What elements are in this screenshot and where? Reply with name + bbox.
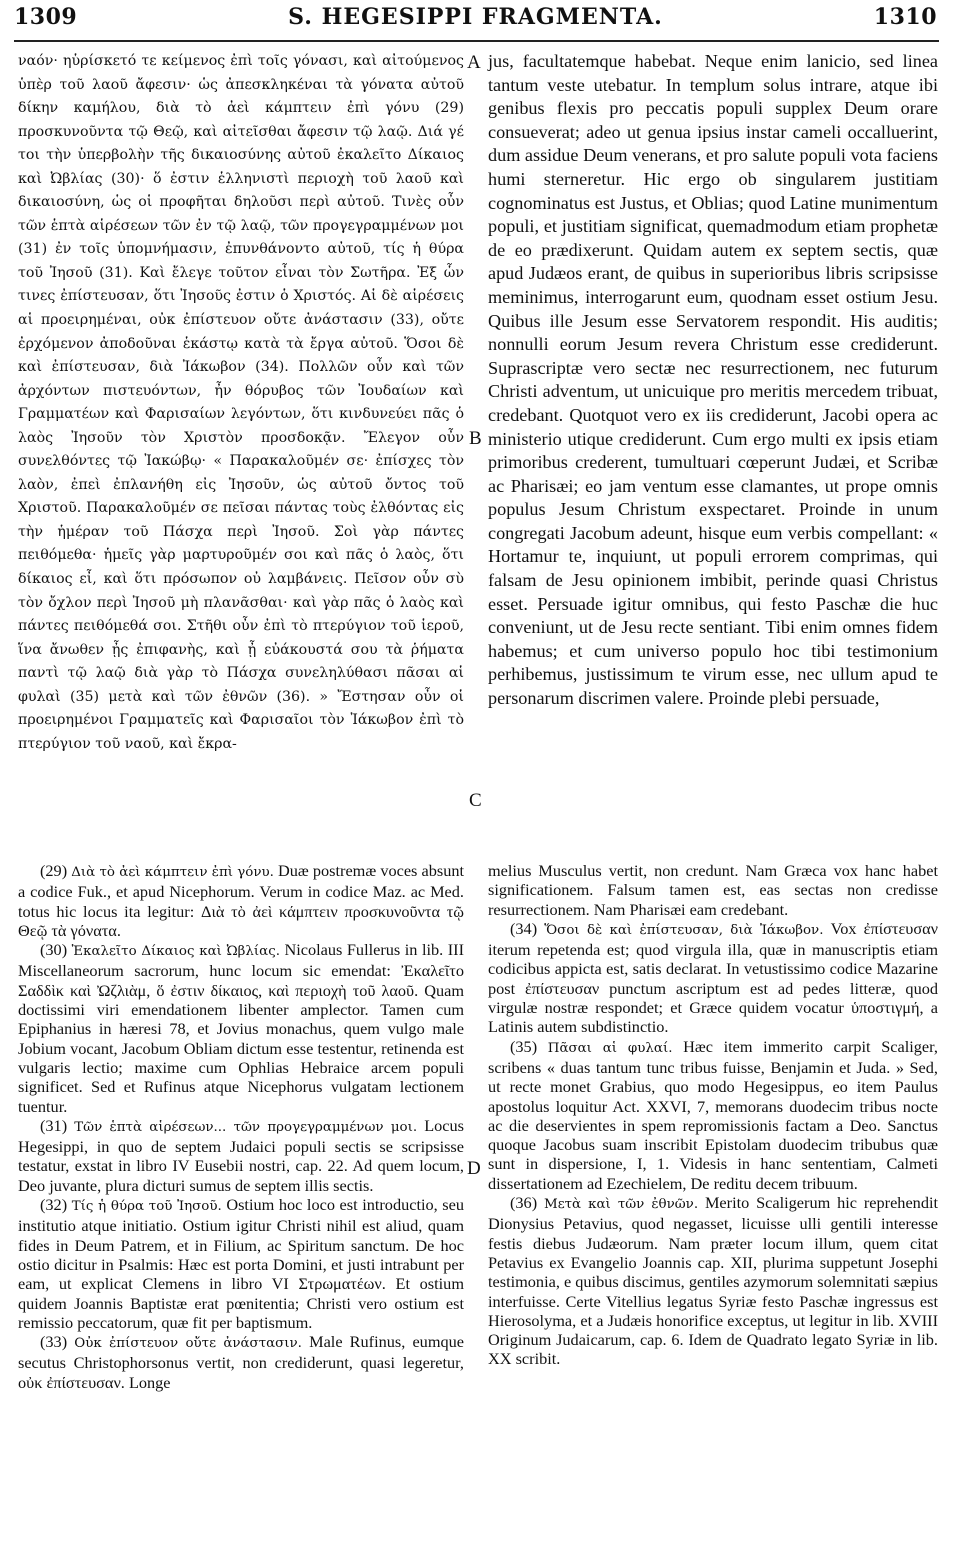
- greek-text: ναόν· ηὑρίσκετό τε κείμενος ἐπὶ τοῖς γόνασι, καὶ αἰτούμενος ὑπὲρ τοῦ λαοῦ ἄφεσιν· ὡς ἀπεσκληκέναι τὰ γόνατα αὐτοῦ δίκην καμήλου, διὰ τὸ ἀεὶ κάμπτειν ἐπὶ γόνυ (29) προσκυνοῦντα τῷ Θεῷ, καὶ αἰτεῖσθαι ἄφεσιν τῷ λαῷ. Διά γέ τοι τὴν ὑπερβολὴν τῆς δικαιοσύνης αὐτοῦ ἐκαλεῖτο Δίκαιος καὶ Ὠβλίας (30)· ὅ ἐστιν ἑλληνιστὶ περιοχὴ τοῦ λαοῦ καὶ δικαιοσύνη, ὡς οἱ προφῆται δηλοῦσι περὶ αὐτοῦ. Τινὲς οὖν τῶν ἑπτὰ αἱρέσεων τῶν ἐν τῷ λαῷ, τῶν προγεγραμμένων μοι (31) ἐν τοῖς ὑπομνήμασιν, ἐπυνθάνοντο αὐτοῦ, τίς ἡ θύρα τοῦ Ἰησοῦ (31). Καὶ ἔλεγε τοῦτον εἶναι τὸν Σωτῆρα. Ἐξ ὧν τινες ἐπίστευσαν, ὅτι Ἰησοῦς ἐστιν ὁ Χριστός. Αἱ δὲ αἱρέσεις αἱ προειρημέναι, οὐκ ἐπίστευον οὔτε ἀνάστασιν (33), οὔτε ἐρχόμενον ἀποδοῦναι ἑκάστῳ κατὰ τὰ ἔργα αὐτοῦ. Ὅσοι δὲ καὶ ἐπίστευσαν, διὰ Ἰάκωβον (34). Πολλῶν οὖν καὶ τῶν ἀρχόντων πιστευόντων, ἦν θόρυβος τῶν Ἰουδαίων καὶ Γραμματέων καὶ Φαρισαίων λεγόντων, ὅτι κινδυνεύει πᾶς ὁ λαὸς Ἰησοῦν τὸν Χριστὸν προσδοκᾷν. Ἔλεγον οὖν συνελθόντες τῷ Ἰακώβῳ· « Παρακαλοῦμέν σε· ἐπίσχες τὸν λαὸν, ἐπεὶ ἐπλανήθη εἰς Ἰησοῦν, ὡς αὐτοῦ ὄντος τοῦ Χριστοῦ. Παρακαλοῦμέν σε πεῖσαι πάντας τοὺς ἐλθόντας εἰς τὴν ἡμέραν τοῦ Πάσχα περὶ Ἰησοῦ. Σοὶ γὰρ πάντες πειθόμεθα· ἡμεῖς γὰρ μαρτυροῦμέν σοι καὶ πᾶς ὁ λαὸς, ὅτι δίκαιος εἶ, καὶ ὅτι πρόσωπον οὐ λαμβάνεις. Πεῖσον οὖν σὺ τὸν ὄχλον περὶ Ἰησοῦ μὴ πλανᾶσθαι· καὶ γὰρ πᾶς ὁ λαὸς καὶ πάντες πειθόμεθά σοι. Στῆθι οὖν ἐπὶ τὸ πτερύγιον τοῦ ἱεροῦ, ἵνα ἄνωθεν ᾖς ἐπιφανὴς, καὶ ᾖ εὐάκουστά σου τὰ ῥήματα παντὶ τῷ λαῷ διὰ γὰρ τὸ Πάσχα συνεληλύθασι πᾶσαι αἱ φυλαὶ (35) μετὰ καὶ τῶν ἐθνῶν (36). » Ἔστησαν οὖν οἱ προειρημένοι Γραμματεῖς καὶ Φαρισαῖοι τὸν Ἰάκωβον ἐπὶ τὸ πτερύγιον τοῦ ναοῦ, καὶ ἔκρα-: [18, 53, 464, 752]
- page-number-right: 1310: [873, 4, 937, 30]
- header-rule: [14, 40, 939, 42]
- margin-marker-a: A: [467, 52, 481, 73]
- footnote: (32) Τίς ἡ θύρα τοῦ Ἰησοῦ. Ostium hoc loco est introductio, seu institutio atque initiatio. Ostium igitur Christi nihil est aliud, quam fides in Deum Patrem, et in Filium, ac Spiritum sanctum. De hoc ostio dicitur in Psalmis: Hæc est porta Domini, et justi intrabunt per eam, ut explicat Clemens in libro VI Στρωματέων. Et ostium quidem Joannis Baptistæ erat pœnitentia; Christi vero ostium est remissio peccatorum, quæ fit per baptismum.: [18, 1195, 464, 1332]
- latin-text: jus, facultatemque habebat. Neque enim lanicio, sed linea tantum veste utebatur. In templum solus intrare, atque ibi genibus flexis pro peccatis populi supplex Deum orare consueverat; adeo ut genua ipsius instar cameli occalluerint, dum assidue Deum venerans, et pro salute populi vota faciens humi sterneretur. Hic ergo ob singularem justitiam cognominatus est Justus, et Oblias; quod Latine munimentum populi, et justitiam significat, quemadmodum etiam prophetæ de eo prædixerunt. Quidam autem ex septem sectis, quæ apud Judæos erant, de quibus in superioribus libris scripsisse meminimus, interrogarunt eum, quodnam esset ostium Jesu. Quibus ille Jesum esse Servatorem respondit. His auditis; nonnulli eorum Jesum revera Christum esse crediderunt. Suprascriptæ vero sectæ nec resurrectionem, nec futurum Christi adventum, ut unicuique pro meritis mercedem tribuat, credebant. Quotquot vero ex iis crediderunt, Jacobi opera ac ministerio utique crediderunt. Cum ergo multi ex ipsis etiam primoribus crederent, tumultuari cœperunt Judæi, et Scribæ ac Pharisæi; eo jam ventum esse clamantes, ut prope omnis populus Jesum Christum exspectaret. Proinde in unum congregati Jacobum adeunt, hisque eum verbis compellant: « Hortamur te, inquiunt, ut populi errorem comprimas, qui falsam de Jesu opinionem imbibit, perinde quasi Christus esset. Persuade igitur omnibus, qui festo Paschæ die huc conveniunt, ut de Jesu recte sentiant. Tibi enim omnes fidem habemus; et cum universo populo hoc tibi testimonium perhibemus, justissimum te virum esse, nec ullum apud te personarum discrimen valere. Proinde plebi persuade,: [488, 51, 938, 709]
- latin-column: [488, 50, 938, 711]
- page-number-left: 1309: [14, 4, 78, 30]
- footnote: (30) Ἐκαλεῖτο Δίκαιος καὶ Ὠβλίας. Nicolaus Fullerus in lib. III Miscellaneorum sacrorum, hunc locum sic emendat: Ἐκαλεῖτο Σαδδὶκ καὶ Ὠζλιὰμ, ὅ ἐστιν δίκαιος, καὶ περιοχὴ τοῦ λαοῦ. Quam doctissimi viri emendationem libenter amplector. Tamen cum Epiphanius in hæresi 78, et Jovius monachus, quem vulgo male Jobium vocant, Jacobum Obliam dictum esse testentur, retinenda est vulgaris lectio; maxime cum Ophlias Hebraice arcem populi significet. Sed et Rufinus atque Nicephorus vulgatam lectionem tuentur.: [18, 940, 464, 1116]
- footnote: (33) Οὐκ ἐπίστευον οὔτε ἀνάστασιν. Male Rufinus, eumque secutus Christophorsonus vertit, non crediderunt, quasi legeretur, οὐκ ἐπίστευσαν. Longe: [18, 1332, 464, 1392]
- footnote: (35) Πᾶσαι αἱ φυλαί. Hæc item immerito carpit Scaliger, scribens « duas tantum tunc tribus fuisse, Benjamin et Juda. » Sed, ut recte monet Grabius, quo modo Hegesippus, eo item Paulus apostolus loquitur Act. XXVI, 7, memorans duodecim tribus nocte ac die deservientes in spem repromissionis factam a Deo. Sanctus quoque Jacobus suam inscribit Epistolam duodecim tribubus quæ sunt in dispersione, I, 1. Videsis in hanc sententiam, Calmeti dissertationem ad Ezechielem, De reditu decem tribuum.: [488, 1036, 938, 1193]
- page-header: [14, 4, 937, 38]
- footnote: (31) Τῶν ἑπτὰ αἱρέσεων... τῶν προγεγραμμένων μοι. Locus Hegesippi, in quo de septem Judaici populi sectis se scripsisse testatur, exstat in libro IV Eusebii nostri, cap. 22. Ad quem locum, Deo juvante, plura dicturi sumus de septem illis sectis.: [18, 1115, 465, 1195]
- footnotes-left: [18, 861, 464, 1392]
- footnote: (34) Ὅσοι δὲ καὶ ἐπίστευσαν, διὰ Ἰάκωβον. Vox ἐπίστευσαν iterum repetenda est; quod virgula illa, quæ in manuscriptis etiam codicibus appicta est, satis declarat. In vetustissimo codice Mazarine post ἐπίστευσαν punctum ascriptum est ad pedes litteræ, quod virgulæ nostræ respondet; et Græce quidem vocatur ὑποστιγμή, a Latinis autem subdistinctio.: [488, 918, 939, 1037]
- margin-marker-b: B: [469, 428, 482, 449]
- margin-marker-d: D: [467, 1158, 481, 1179]
- footnote: (29) Διὰ τὸ ἀεὶ κάμπτειν ἐπὶ γόνυ. Duæ postremæ voces absunt a codice Fuk., et apud Nicephorum. Verum in codice Maz. ac Med. totus hic locus ita legitur: Διὰ τὸ ἀεὶ κάμπτειν προσκυνοῦντα τῷ Θεῷ τὰ γόνατα.: [18, 861, 465, 940]
- margin-marker-c: C: [469, 790, 482, 811]
- running-title: S. HEGESIPPI FRAGMENTA.: [288, 4, 663, 30]
- footnote-continuation: melius Musculus vertit, non credunt. Nam Græca vox hanc habet significationem. Falsum tamen est, eas sectas non credisse resurrectionem. Nam Pharisæi eam credebant.: [488, 861, 938, 919]
- footnote: (36) Μετὰ καὶ τῶν ἐθνῶν. Merito Scaligerum hic reprehendit Dionysius Petavius, quod negasset, licuisse ulli gentili interesse festis diebus Judæorum. Nam præter locum illum, quem citat Petavius ex Evangelio Joannis cap. XII, plurima suppetunt Josephi testimonia, e quibus discimus, gentiles azymorum solemnitati sæpius interfuisse. Certe Vitellius legatus Syriæ festo Paschæ ingressus est Hierosolyma, et a Judæis honorifice exceptus, ut legitur in lib. XVIII Originum Judaicarum, cap. 6. Idem de Quadrato legato Syriæ in lib. XX scribit.: [488, 1193, 939, 1369]
- footnotes-right: [488, 861, 938, 1369]
- greek-column: [18, 50, 464, 756]
